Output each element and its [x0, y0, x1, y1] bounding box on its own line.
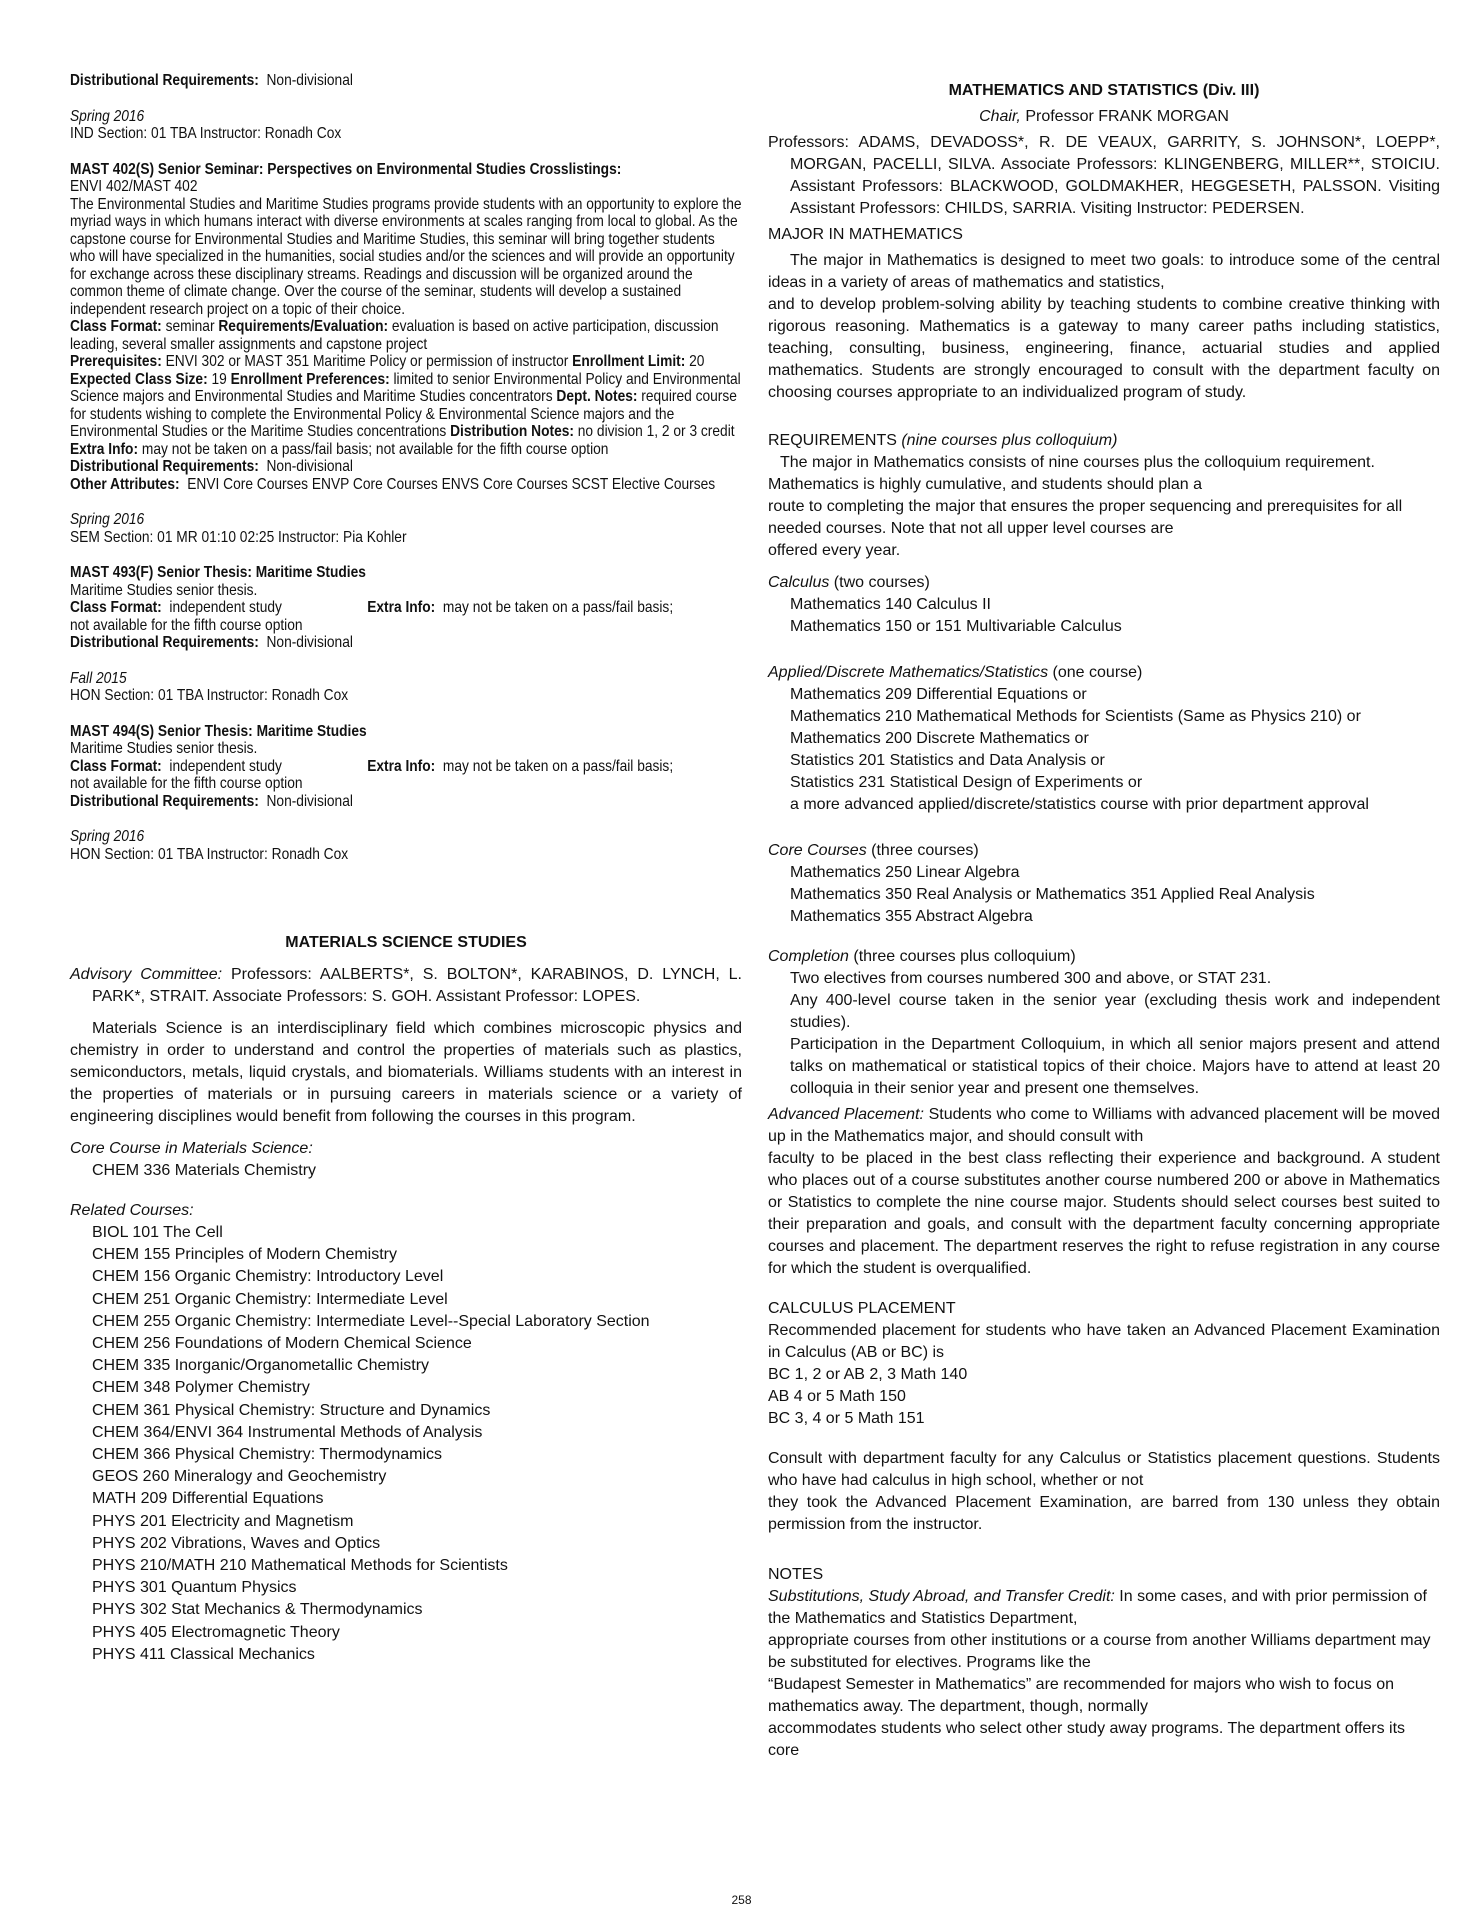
related-course-item: CHEM 348 Polymer Chemistry: [92, 1379, 310, 1397]
related-course-item: CHEM 255 Organic Chemistry: Intermediate Level--Special Laboratory Section: [92, 1312, 650, 1330]
calculus-placement-text: Recommended placement for students who have taken an Advanced Placement Examination in Calculus (AB or BC) is: [768, 1322, 1440, 1361]
value: may not be taken on a pass/fail basis;: [442, 599, 674, 616]
department-heading: MATHEMATICS AND STATISTICS (Div. III): [948, 82, 1260, 99]
section-info: SEM Section: 01 MR 01:10 02:25 Instructor: Pia Kohler: [70, 528, 407, 546]
course-item: Mathematics 150 or 151 Multivariable Calculus: [790, 618, 1122, 635]
label: Requirements/Evaluation:: [218, 318, 389, 335]
left-column: [70, 72, 743, 1663]
related-course-item: MATH 209 Differential Equations: [92, 1490, 324, 1508]
applied-courses: [768, 684, 1440, 816]
placement-line: BC 3, 4 or 5 Math 151: [768, 1410, 925, 1427]
notes-paragraph: appropriate courses from other institutions or a course from another Williams department may be substituted for electives. Programs like the: [768, 1632, 1431, 1671]
course-item: Mathematics 250 Linear Algebra: [790, 864, 1020, 881]
completion-item: Two electives from courses numbered 300 and above, or STAT 231.: [790, 970, 1272, 987]
term: Spring 2016: [70, 511, 145, 528]
calculus-courses: [768, 594, 1440, 638]
course-item: Mathematics 210 Mathematical Methods for Scientists (Same as Physics 210) or: [790, 708, 1361, 725]
advanced-placement: [768, 1104, 1440, 1148]
value: In some cases, and with prior permission of the Mathematics and Statistics Department,: [768, 1588, 1427, 1627]
related-course-item: PHYS 405 Electromagnetic Theory: [92, 1623, 340, 1641]
value: limited to senior Environmental Policy and Environmental Science majors and Environmental Studies and Maritime Studies concentrators: [70, 370, 741, 405]
calculus-heading: [768, 572, 1440, 594]
label: Applied/Discrete Mathematics/Statistics: [768, 664, 1049, 681]
placement-lines: [768, 1364, 1440, 1430]
value: no division 1, 2 or 3 credit: [573, 423, 735, 440]
requirements-line: The major in Mathematics consists of nine courses plus the colloquium requirement.: [780, 454, 1375, 471]
requirements-heading: [768, 430, 1440, 452]
course-details: [70, 318, 743, 458]
value: Professor FRANK MORGAN: [1020, 108, 1229, 125]
value: (three courses plus colloquium): [848, 948, 1076, 965]
course-description: Maritime Studies senior thesis.: [70, 740, 258, 757]
value: ENVI 302 or MAST 351 Maritime Policy or permission of instructor: [161, 353, 573, 370]
related-course-item: PHYS 302 Stat Mechanics & Thermodynamics: [92, 1601, 423, 1619]
materials-science-section: [70, 932, 742, 1666]
value: Professors: AALBERTS*, S. BOLTON*, KARABINOS, D. LYNCH, L. PARK*, STRAIT. Associate Professors: S. GOH. Assistant Professor: LOPES.: [92, 966, 743, 1005]
value: 20: [685, 353, 705, 370]
label: Enrollment Preferences:: [230, 370, 390, 388]
related-course-item: PHYS 301 Quantum Physics: [92, 1579, 297, 1597]
course-item: Mathematics 209 Differential Equations or: [790, 686, 1087, 703]
major-paragraph-1: The major in Mathematics is designed to meet two goals: to introduce some of the central ideas in a variety of areas of mathematics and statistics,: [768, 252, 1440, 291]
applied-heading: [768, 662, 1440, 684]
course-item: Statistics 231 Statistical Design of Experiments or: [790, 774, 1143, 791]
related-course-item: PHYS 210/MATH 210 Mathematical Methods for Scientists: [92, 1557, 508, 1575]
faculty-list: Professors: ADAMS, DEVADOSS*, R. DE VEAUX, GARRITY, S. JOHNSON*, LOEPP*, MORGAN, PACELLI, SILVA. Associate Professors: KLINGENBERG, MILLER**, STOICIU. Assistant Professors: BLACKWOOD, GOLDMAKHER, HEGGESETH, PALSSON. Visiting Assistant Professors: CHILDS, SARRIA. Visiting Instructor: PEDERSEN.: [768, 134, 1440, 217]
related-course-item: PHYS 202 Vibrations, Waves and Optics: [92, 1534, 381, 1552]
value: (one course): [1048, 664, 1143, 681]
calculus-placement-heading: CALCULUS PLACEMENT: [768, 1300, 956, 1317]
value: not available for the fifth course option: [70, 616, 303, 634]
placement-line: BC 1, 2 or AB 2, 3 Math 140: [768, 1366, 968, 1383]
value: Non-divisional: [266, 634, 353, 651]
crosslisting: ENVI 402/MAST 402: [70, 178, 198, 195]
related-course-item: CHEM 335 Inorganic/Organometallic Chemistry: [92, 1357, 430, 1375]
course-item: Mathematics 355 Abstract Algebra: [790, 908, 1033, 925]
requirements-line: needed courses. Note that not all upper level courses are: [768, 520, 1174, 537]
value: (two courses): [829, 574, 930, 591]
label: Advanced Placement:: [768, 1106, 924, 1123]
label: Chair,: [979, 108, 1021, 125]
label: Substitutions, Study Abroad, and Transfer Credit:: [768, 1588, 1115, 1605]
related-course-item: CHEM 251 Organic Chemistry: Intermediate Level: [92, 1290, 448, 1308]
label: Expected Class Size:: [70, 370, 208, 388]
notes-paragraph: accommodates students who select other study away programs. The department offers its core: [768, 1720, 1406, 1759]
label: Extra Info:: [367, 757, 436, 775]
course-item: Mathematics 140 Calculus II: [790, 596, 991, 613]
value: independent study: [169, 757, 282, 775]
course-listing-block: [70, 72, 743, 863]
major-heading: MAJOR IN MATHEMATICS: [768, 226, 963, 243]
related-course-item: CHEM 364/ENVI 364 Instrumental Methods of Analysis: [92, 1423, 483, 1441]
completion-heading: [768, 946, 1440, 968]
course-item: Mathematics 350 Real Analysis or Mathematics 351 Applied Real Analysis: [790, 886, 1315, 903]
related-course-item: PHYS 411 Classical Mechanics: [92, 1645, 315, 1663]
label: Extra Info:: [367, 599, 436, 616]
label: Prerequisites:: [70, 353, 162, 370]
value: Non-divisional: [266, 458, 353, 475]
label: Enrollment Limit:: [572, 353, 686, 370]
related-courses-list: [70, 1222, 742, 1666]
label: Class Format:: [70, 318, 162, 335]
label: Completion: [768, 948, 849, 965]
section-info: HON Section: 01 TBA Instructor: Ronadh Cox: [70, 845, 349, 863]
value: (three courses): [866, 842, 979, 859]
label: Distributional Requirements:: [70, 792, 259, 810]
label: Distribution Notes:: [450, 423, 574, 440]
right-column: [768, 72, 1440, 1762]
chair-line: [768, 106, 1440, 128]
course-title: MAST 493(F) Senior Thesis: Maritime Studies: [70, 564, 366, 581]
major-paragraph-2: and to develop problem-solving ability by teaching students to combine creative thinking with rigorous reasoning. Mathematics is a gateway to many career paths including statistics, teaching, consulting, business, engineering, finance, actuarial studies and applied mathematics. Students are strongly encouraged to consult with the department faculty on choosing courses appropriate to an individualized program of study.: [768, 296, 1440, 401]
label: Dept. Notes:: [556, 388, 638, 405]
page-number: 258: [731, 1893, 752, 1907]
term: Spring 2016: [70, 828, 145, 845]
related-course-item: CHEM 156 Organic Chemistry: Introductory Level: [92, 1268, 444, 1286]
value: required course for students wishing to complete the Environmental Policy & Environmental Science majors and the Environmental Studies or the Maritime Studies concentrations: [70, 388, 737, 440]
notes-paragraph: “Budapest Semester in Mathematics” are recommended for majors who wish to focus on mathematics away. The department, though, normally: [768, 1676, 1395, 1715]
core-course: CHEM 336 Materials Chemistry: [92, 1162, 317, 1179]
related-course-item: PHYS 201 Electricity and Magnetism: [92, 1512, 354, 1530]
requirements-line: route to completing the major that ensures the proper sequencing and prerequisites for all: [768, 498, 1403, 515]
related-course-item: GEOS 260 Mineralogy and Geochemistry: [92, 1468, 387, 1486]
consult-paragraph-2: they took the Advanced Placement Examination, are barred from 130 unless they obtain permission from the instructor.: [768, 1494, 1440, 1533]
label: Class Format:: [70, 757, 162, 775]
placement-line: AB 4 or 5 Math 150: [768, 1388, 906, 1405]
value: (nine courses plus colloquium): [901, 432, 1118, 449]
requirements-line: offered every year.: [768, 542, 901, 559]
value: may not be taken on a pass/fail basis; not available for the fifth course option: [138, 440, 609, 458]
related-course-item: CHEM 361 Physical Chemistry: Structure and Dynamics: [92, 1401, 491, 1419]
core-label: Core Course in Materials Science:: [70, 1140, 313, 1157]
value: ENVI Core Courses ENVP Core Courses ENVS Core Courses SCST Elective Courses: [187, 475, 716, 493]
course-item: a more advanced applied/discrete/statistics course with prior department approval: [790, 796, 1369, 813]
label: Distributional Requirements:: [70, 458, 259, 475]
value: Non-divisional: [266, 72, 353, 89]
label: Advisory Committee:: [70, 966, 223, 983]
section-heading: MATERIALS SCIENCE STUDIES: [285, 934, 527, 951]
core-heading: [768, 840, 1440, 862]
label: Extra Info:: [70, 440, 139, 458]
course-description: Maritime Studies senior thesis.: [70, 581, 258, 599]
consult-paragraph-1: Consult with department faculty for any Calculus or Statistics placement questions. Students who have had calculus in high school, whether or not: [768, 1450, 1440, 1489]
related-course-item: CHEM 256 Foundations of Modern Chemical Science: [92, 1335, 472, 1353]
core-courses: [768, 862, 1440, 928]
advisory-committee: [70, 964, 742, 1008]
completion-items: [768, 968, 1440, 1100]
value: 19: [207, 370, 231, 388]
value: may not be taken on a pass/fail basis;: [442, 757, 674, 775]
term: Spring 2016: [70, 107, 145, 125]
completion-item: Participation in the Department Colloquium, in which all senior majors present and attend talks on mathematical or statistical topics of their choice. Majors have to attend at least 20 colloquia in their senior year and present one themselves.: [790, 1036, 1440, 1097]
value: Students who come to Williams with advanced placement will be moved up in the Mathematics major, and should consult with: [768, 1106, 1440, 1145]
related-course-item: CHEM 155 Principles of Modern Chemistry: [92, 1246, 397, 1264]
course-item: Statistics 201 Statistics and Data Analysis or: [790, 752, 1105, 769]
intro-paragraph: Materials Science is an interdisciplinary field which combines microscopic physics and chemistry in order to understand and control the properties of materials such as plastics, semiconductors, metals, liquid crystals, and biomaterials. Williams students with an interest in the properties of materials or in pursuing careers in materials science or a variety of engineering disciplines would benefit from following the courses in this program.: [70, 1020, 742, 1125]
course-title: MAST 402(S) Senior Seminar: Perspectives on Environmental Studies Crosslistings:: [70, 160, 622, 178]
label: Distributional Requirements:: [70, 72, 259, 89]
label: Class Format:: [70, 599, 162, 616]
section-info: HON Section: 01 TBA Instructor: Ronadh Cox: [70, 687, 349, 704]
value: not available for the fifth course option: [70, 775, 303, 792]
notes-paragraph: [768, 1586, 1440, 1630]
section-info: IND Section: 01 TBA Instructor: Ronadh Cox: [70, 125, 342, 142]
completion-item: Any 400-level course taken in the senior year (excluding thesis work and independent studies).: [790, 992, 1440, 1031]
label: Calculus: [768, 574, 830, 591]
related-course-item: CHEM 366 Physical Chemistry: Thermodynamics: [92, 1446, 443, 1464]
course-title: MAST 494(S) Senior Thesis: Maritime Studies: [70, 722, 367, 740]
label: Core Courses: [768, 842, 867, 859]
course-item: Mathematics 200 Discrete Mathematics or: [790, 730, 1089, 747]
term: Fall 2015: [70, 669, 127, 687]
value: Non-divisional: [266, 792, 353, 810]
label: REQUIREMENTS: [768, 432, 902, 449]
value: evaluation is based on active participation, discussion leading, several smaller assignments and capstone project: [70, 318, 719, 353]
advanced-placement-2: faculty to be placed in the best class reflecting their experience and background. A student who places out of a course substitutes another course numbered 200 or above in Mathematics or Statistics to complete the nine course major. Students should select courses best suited to their preparation and goals, and consult with the department faculty concerning appropriate courses and placement. The department reserves the right to refuse registration in any course for which the student is overqualified.: [768, 1150, 1440, 1277]
value: seminar: [161, 318, 219, 335]
label: Distributional Requirements:: [70, 634, 259, 651]
value: independent study: [169, 599, 282, 616]
related-course-item: BIOL 101 The Cell: [92, 1224, 223, 1241]
related-label: Related Courses:: [70, 1202, 194, 1219]
requirements-line: Mathematics is highly cumulative, and students should plan a: [768, 476, 1203, 493]
course-description: The Environmental Studies and Maritime Studies programs provide students with an opportunity to explore the myriad ways in which humans interact with diverse environments at scales ranging from local to global. As the capstone course for Environmental Studies and Maritime Studies, this seminar will bring together students who will have specialized in the humanities, social studies and/or the sciences and will provide an opportunity for exchange across these disciplinary streams. Readings and discussion will be organized around the common theme of climate change. Over the course of the seminar, students will develop a sustained independent research project on a topic of their choice.: [70, 195, 742, 318]
label: Other Attributes:: [70, 475, 180, 493]
notes-heading: NOTES: [768, 1566, 824, 1583]
